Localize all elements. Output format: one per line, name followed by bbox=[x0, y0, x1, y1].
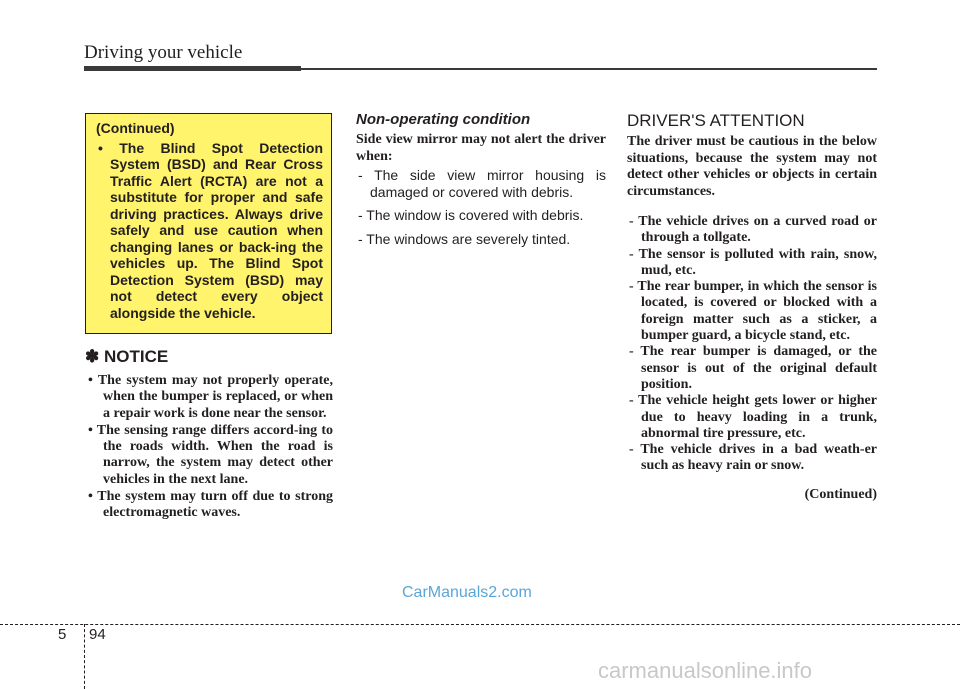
drivers-attention-intro: The driver must be cautious in the below situations, because the system may not detect other vehicles or objects in certain circumstances. bbox=[627, 134, 877, 199]
page-number: 94 bbox=[89, 626, 106, 643]
continued-label: (Continued) bbox=[804, 487, 877, 502]
header-bar bbox=[84, 66, 301, 71]
header-title: Driving your vehicle bbox=[84, 42, 243, 63]
list-item: - The window is covered with debris. bbox=[358, 207, 584, 223]
footer-vertical-divider bbox=[84, 624, 85, 689]
caution-bullet: • The Blind Spot Detection System (BSD) and Rear Cross Traffic Alert (RCTA) are not a substitute for proper and safe driving practices. Always drive safely and use caution when changing lanes or back-ing the vehicles up. The Blind Spot Detection System (BSD) may not detect every object alongside the vehicle. bbox=[98, 139, 323, 321]
list-item: - The side view mirror housing is damaged or covered with debris. bbox=[358, 167, 606, 200]
notice-list bbox=[85, 373, 333, 523]
list-item: - The vehicle drives on a curved road or through a tollgate. bbox=[629, 214, 877, 246]
footer-divider bbox=[0, 624, 960, 625]
non-operating-heading: Non-operating condition bbox=[356, 111, 531, 128]
drivers-attention-list bbox=[627, 214, 877, 475]
section-number: 5 bbox=[58, 626, 67, 643]
drivers-attention-heading: DRIVER'S ATTENTION bbox=[627, 111, 805, 130]
list-item: - The rear bumper, in which the sensor is located, is covered or blocked with a foreign matter such as a sticker, a bumper guard, a bicycle stand, etc. bbox=[629, 279, 877, 344]
list-item: - The vehicle drives in a bad weath-er such as heavy rain or snow. bbox=[629, 442, 877, 474]
list-item: - The rear bumper is damaged, or the sensor is out of the original default position. bbox=[629, 344, 877, 392]
notice-item: • The sensing range differs accord-ing to the roads width. When the road is narrow, the system may detect other vehicles in the next lane. bbox=[88, 422, 333, 487]
caution-continued: (Continued) bbox=[96, 120, 175, 136]
notice-item: • The system may not properly operate, when the bumper is replaced, or when a repair work is done near the sensor. bbox=[88, 373, 333, 421]
watermark-link[interactable]: CarManuals2.com bbox=[402, 584, 532, 601]
notice-item: • The system may turn off due to strong electromagnetic waves. bbox=[88, 489, 333, 521]
non-operating-intro: Side view mirror may not alert the driver when: bbox=[356, 132, 606, 164]
header-rule bbox=[301, 68, 877, 70]
caution-box bbox=[85, 113, 332, 334]
notice-heading: ✽ NOTICE bbox=[85, 347, 169, 366]
non-operating-list bbox=[356, 167, 606, 254]
list-item: - The vehicle height gets lower or higher due to heavy loading in a trunk, abnormal tire pressure, etc. bbox=[629, 393, 877, 441]
watermark-bottom: carmanualsonline.info bbox=[598, 658, 813, 683]
list-item: - The sensor is polluted with rain, snow, mud, etc. bbox=[629, 246, 877, 278]
list-item: - The windows are severely tinted. bbox=[358, 230, 571, 247]
